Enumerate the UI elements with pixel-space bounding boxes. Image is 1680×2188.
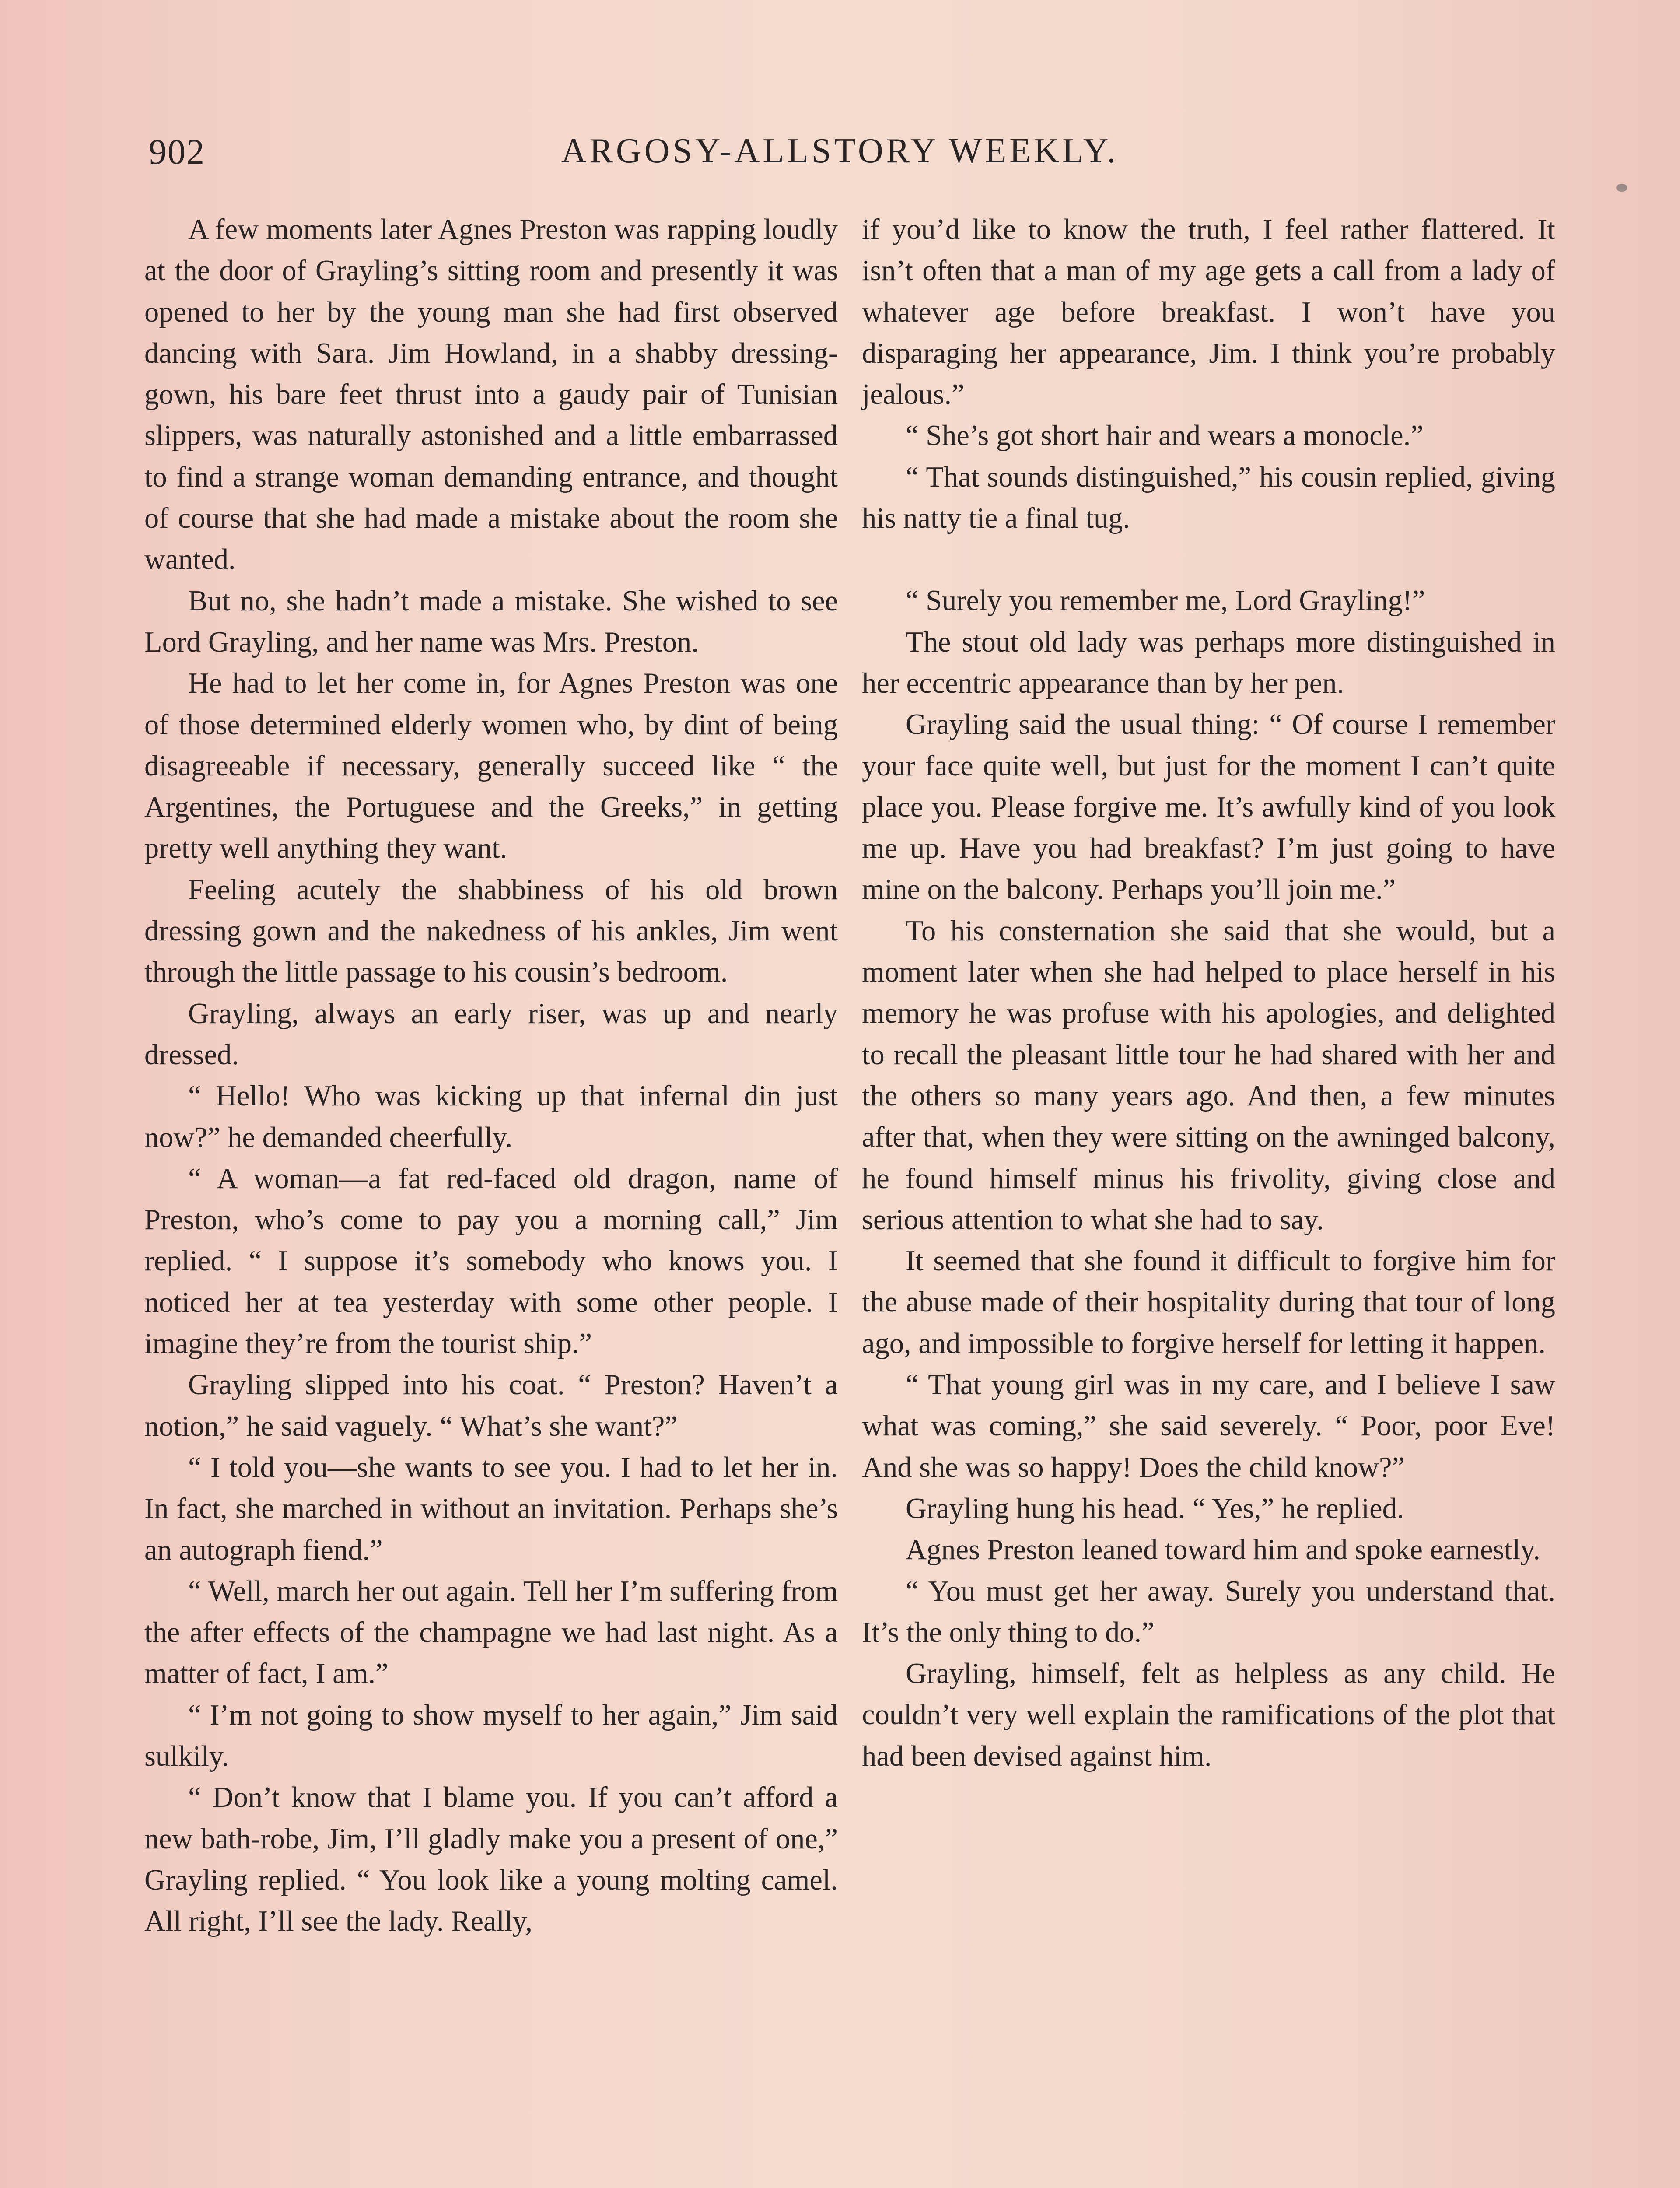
paragraph: To his consternation she said that she would, but a moment later when she had helped to place herself in his memory he was profuse with his apologies, and delighted to recall the pleasant little tour he had shared with her and the others so many years ago. And then, a few minutes after that, when they were sitting on the awninged balcony, he found himself minus his frivolity, giving close and serious attention to what she had to say.: [862, 915, 1555, 1236]
paragraph: “ I’m not going to show myself to her again,” Jim said sulkily.: [144, 1699, 838, 1772]
paragraph: “ You must get her away. Surely you understand that. It’s the only thing to do.”: [862, 1575, 1555, 1648]
paragraph: A few moments later Agnes Preston was rapping loudly at the door of Grayling’s sitting room and presently it was opened to her by the young man she had first observed dancing with Sara. Jim Howland, in a shabby dressing-gown, his bare feet thrust into a gaudy pair of Tunisian slippers, was naturally astonished and a little embarrassed to find a strange woman demanding entrance, and thought of course that she had made a mistake about the room she wanted.: [144, 214, 838, 576]
page-number: 902: [149, 132, 205, 172]
paragraph: Feeling acutely the shabbiness of his old brown dressing gown and the nakedness of his ankles, Jim went through the little passage to his cousin’s bedroom.: [144, 873, 838, 989]
paragraph: “ She’s got short hair and wears a monocle.”: [906, 420, 1424, 452]
paragraph: “ Hello! Who was kicking up that infernal din just now?” he demanded cheerfully.: [144, 1080, 838, 1154]
paragraph: Grayling, himself, felt as helpless as any child. He couldn’t very well explain the ramifications of the plot that had been devised against him.: [862, 1658, 1555, 1772]
paragraph: “ I told you—she wants to see you. I had to let her in. In fact, she marched in without an invitation. Perhaps she’s an autograph fiend.”: [144, 1451, 838, 1566]
paragraph: Grayling, always an early riser, was up and nearly dressed.: [144, 997, 838, 1071]
paragraph: “ That young girl was in my care, and I believe I saw what was coming,” she said severely. “ Poor, poor Eve! And she was so happy! Does the child know?”: [862, 1369, 1555, 1483]
right-column: [862, 209, 1555, 1777]
paragraph: He had to let her come in, for Agnes Preston was one of those determined elderly women who, by dint of being disagreeable if necessary, generally succeed like “ the Argentines, the Portuguese and the Greeks,” in getting pretty well anything they want.: [144, 667, 838, 865]
page-header: [144, 131, 1536, 179]
paragraph-continued: if you’d like to know the truth, I feel rather flattered. It isn’t often that a man of my age gets a call from a lady of whatever age before breakfast. I won’t have you disparaging her appearance, Jim. I think you’re probably jealous.”: [862, 214, 1555, 411]
paragraph: “ Don’t know that I blame you. If you can’t afford a new bath-robe, Jim, I’ll gladly make you a present of one,” Grayling replied. “ You look like a young molting camel. All right, I’ll see the lady. Really,: [144, 1781, 838, 1938]
paragraph: Grayling said the usual thing: “ Of course I remember your face quite well, but just for the moment I can’t quite place you. Please forgive me. It’s awfully kind of you look me up. Have you had breakfast? I’m just going to have mine on the balcony. Perhaps you’ll join me.”: [862, 708, 1555, 906]
paragraph: Grayling slipped into his coat. “ Preston? Haven’t a notion,” he said vaguely. “ What’s she want?”: [144, 1369, 838, 1442]
paragraph: “ That sounds distinguished,” his cousin replied, giving his natty tie a final tug.: [862, 461, 1555, 535]
paper-speck: [1616, 184, 1628, 192]
running-title: ARGOSY-ALLSTORY WEEKLY.: [561, 132, 1119, 170]
paragraph: Grayling hung his head. “ Yes,” he replied.: [906, 1492, 1404, 1525]
paragraph: “ Surely you remember me, Lord Grayling!”: [906, 585, 1425, 617]
left-column: [144, 209, 838, 1942]
paragraph: The stout old lady was perhaps more distinguished in her eccentric appearance than by her pen.: [862, 626, 1555, 699]
paragraph: But no, she hadn’t made a mistake. She wished to see Lord Grayling, and her name was Mrs. Preston.: [144, 585, 838, 658]
paragraph: “ Well, march her out again. Tell her I’m suffering from the after effects of the champagne we had last night. As a matter of fact, I am.”: [144, 1575, 838, 1690]
paragraph: Agnes Preston leaned toward him and spoke earnestly.: [906, 1534, 1540, 1566]
paragraph: It seemed that she found it difficult to forgive him for the abuse made of their hospitality during that tour of long ago, and impossible to forgive herself for letting it happen.: [862, 1245, 1555, 1360]
paragraph: “ A woman—a fat red-faced old dragon, name of Preston, who’s come to pay you a morning call,” Jim replied. “ I suppose it’s somebody who knows you. I noticed her at tea yesterday with some other people. I imagine they’re from the tourist ship.”: [144, 1162, 838, 1360]
